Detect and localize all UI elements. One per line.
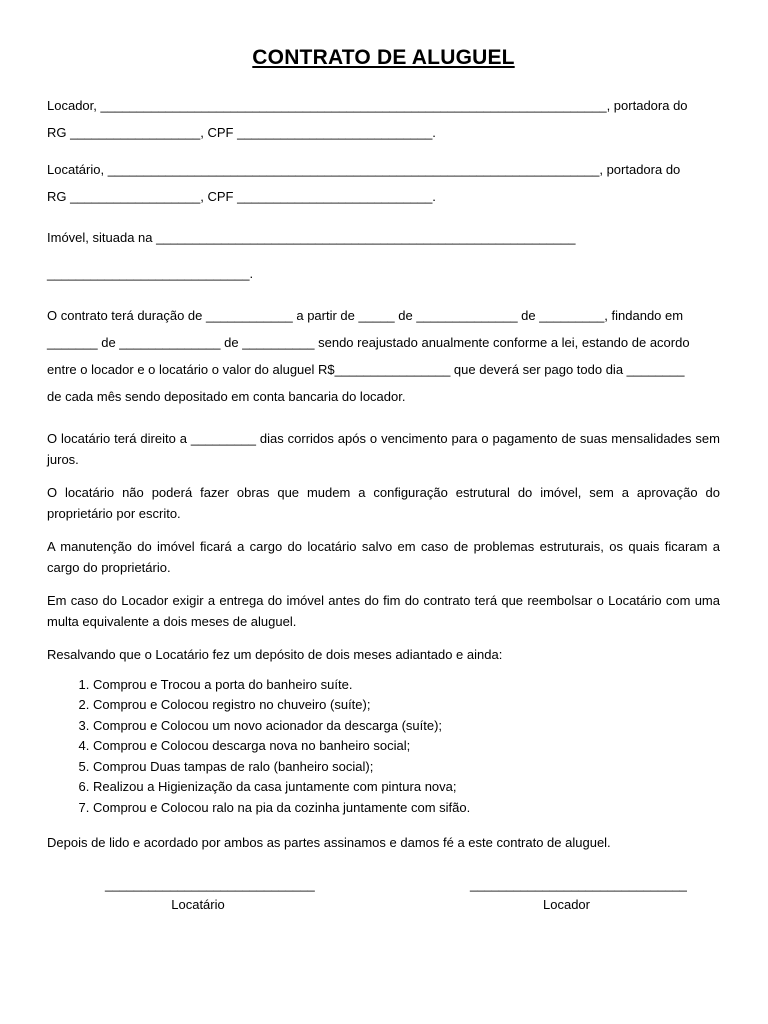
locatario-line-2: RG __________________, CPF ___________________________.	[47, 188, 436, 204]
paragraph-manutencao: A manutenção do imóvel ficará a cargo do locatário salvo em caso de problemas estruturais, os quais ficaram a cargo do proprietário.	[47, 538, 720, 575]
signature-line: _____________________________	[105, 877, 315, 892]
list-item: 5. Comprou Duas tampas de ralo (banheiro social);	[93, 757, 720, 778]
signature-label-locador: Locador	[543, 896, 590, 912]
locatario-line-1: Locatário, ____________________________________________________________________, portadora do	[47, 161, 681, 177]
contract-page	[47, 42, 720, 853]
paragraph-entrega: Em caso do Locador exigir a entrega do imóvel antes do fim do contrato terá que reembolsar o Locatário com uma multa equivalente a dois meses de aluguel.	[47, 592, 720, 629]
paragraph-obras: O locatário não poderá fazer obras que mudem a configuração estrutural do imóvel, sem a aprovação do proprietário por escrito.	[47, 484, 720, 521]
prazo-line-4: de cada mês sendo depositado em conta bancaria do locador.	[47, 388, 406, 404]
signature-locador	[470, 875, 687, 914]
imovel-line-2: ____________________________.	[47, 265, 254, 281]
items-list	[47, 675, 720, 819]
list-item: 3. Comprou e Colocou um novo acionador da descarga (suíte);	[93, 716, 720, 737]
locador-line-1: Locador, ______________________________________________________________________, portadora do	[47, 97, 688, 113]
prazo-line-1: O contrato terá duração de ____________ a partir de _____ de ______________ de _________, findando em	[47, 307, 684, 323]
list-item: 7. Comprou e Colocou ralo na pia da cozinha juntamente com sifão.	[93, 798, 720, 819]
locador-line-2: RG __________________, CPF ___________________________.	[47, 124, 436, 140]
signature-locatario	[105, 875, 315, 914]
imovel-block	[47, 220, 720, 292]
paragraph-resalvando: Resalvando que o Locatário fez um depósito de dois meses adiantado e ainda:	[47, 646, 503, 662]
locatario-block	[47, 156, 720, 210]
list-item: 6. Realizou a Higienização da casa juntamente com pintura nova;	[93, 777, 720, 798]
imovel-line-1: Imóvel, situada na __________________________________________________________	[47, 229, 576, 245]
page-title: CONTRATO DE ALUGUEL	[252, 46, 515, 69]
signature-line: ______________________________	[470, 877, 687, 892]
prazo-line-3: entre o locador e o locatário o valor do aluguel R$________________ que deverá ser pago todo dia ________	[47, 361, 685, 377]
locador-block	[47, 92, 720, 146]
list-item: 1. Comprou e Trocou a porta do banheiro suíte.	[93, 675, 720, 696]
list-item: 2. Comprou e Colocou registro no chuveiro (suíte);	[93, 695, 720, 716]
closing-statement: Depois de lido e acordado por ambos as partes assinamos e damos fé a este contrato de aluguel.	[47, 835, 611, 850]
prazo-line-2: _______ de ______________ de __________ sendo reajustado anualmente conforme a lei, estando de acordo	[47, 334, 690, 350]
prazo-block	[47, 302, 720, 410]
list-item: 4. Comprou e Colocou descarga nova no banheiro social;	[93, 736, 720, 757]
signature-label-locatario: Locatário	[171, 896, 225, 912]
paragraph-direito-dias: O locatário terá direito a _________ dias corridos após o vencimento para o pagamento de suas mensalidades sem juros.	[47, 430, 720, 467]
